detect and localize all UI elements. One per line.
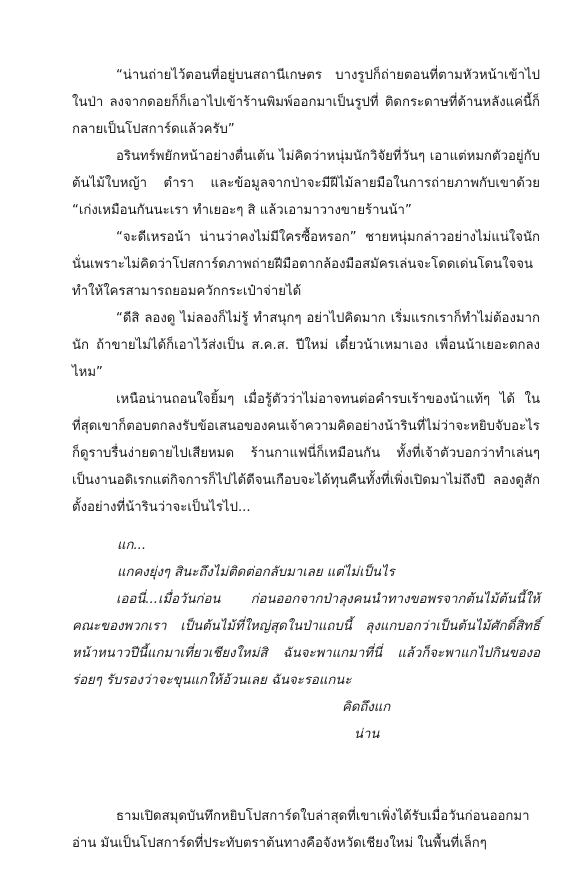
letter-body: เออนี่...เมื่อวันก่อน ก่อนออกจากป่าลุงคนนำทางขอพรจากต้นไม้ต้นนี้ให้คณะของพวกเรา เป็นต้นไม้ที่ใหญ่สุดในป่าแถบนี้ ลุงแกบอกว่าเป็นต้นไม้ศักดิ์สิทธิ์ หน้าหนาวปีนี้แกมาเที่ยวเชียงใหม่สิ ฉันจะพาแกมาที่นี่ แล้วก็จะพาแกไปกินของอร่อยๆ รับรองว่าจะขุนแกให้อ้วนเลย ฉันจะรอแกนะ (72, 592, 540, 688)
letter-closing: คิดถึงแก (342, 700, 391, 715)
letter-line-1: แกคงยุ่งๆ สินะถึงไม่ติดต่อกลับมาเลย แต่ไม่เป็นไร (117, 565, 395, 580)
paragraph-1: “น่านถ่ายไว้ตอนที่อยู่บนสถานีเกษตร บางรูปก็ถ่ายตอนที่ตามหัวหน้าเข้าไปในป่า ลงจากดอยก็ก็เอาไปเข้าร้านพิมพ์ออกมาเป็นรูปที่ ติดกระดาษที่ด้านหลังแค่นี้ก็กลายเป็นโปสการ์ดแล้วครับ” (72, 68, 540, 137)
letter-signature: น่าน (354, 727, 380, 742)
paragraph-3: “จะดีเหรอน้า น่านว่าคงไม่มีใครซื้อหรอก” ชายหนุ่มกล่าวอย่างไม่แน่ใจนัก นั่นเพราะไม่คิดว่าโปสการ์ดภาพถ่ายฝีมือตากล้องมือสมัครเล่นจะโดดเด่นโดนใจจนทำให้ใครสามารถยอมควักกระเป๋าจ่ายได้ (72, 230, 540, 299)
paragraph-5: เหนือน่านถอนใจยิ้มๆ เมื่อรู้ตัวว่าไม่อาจทนต่อคำรบเร้าของน้าแท้ๆ ได้ ในที่สุดเขาก็ตอบตกลงรับข้อเสนอของคนเจ้าความคิดอย่างน้ารินที่ไม่ว่าจะหยิบจับอะไรก็ดูราบรื่นง่ายดายไปเสียหมด ร้านกาแฟนี่ก็เหมือนกัน ทั้งที่เจ้าตัวบอกว่าทำเล่นๆ เป็นงานอดิเรกแต่กิจการก็ไปได้ดีจนเกือบจะได้ทุนคืนทั้งที่เพิ่งเปิดมาไม่ถึงปี ลองดูสักตั้งอย่างที่น้ารินว่าจะเป็นไรไป... (72, 392, 540, 515)
paragraph-final: ธามเปิดสมุดบันทึกหยิบโปสการ์ดใบล่าสุดที่เขาเพิ่งได้รับเมื่อวันก่อนออกมาอ่าน มันเป็นโปสการ์ดที่ประทับตราต้นทางคือจังหวัดเชียงใหม่ ในพื้นที่เล็กๆ (72, 809, 530, 851)
paragraph-2: อรินทร์พยักหน้าอย่างตื่นเต้น ไม่คิดว่าหนุ่มนักวิจัยที่วันๆ เอาแต่หมกตัวอยู่กับต้นไม้ใบหญ้า ตำรา และข้อมูลจากป่าจะมีฝีไม้ลายมือในการถ่ายภาพกับเขาด้วย “เก่งเหมือนกันนะเรา ทำเยอะๆ สิ แล้วเอามาวางขายร้านน้า” (72, 149, 540, 218)
letter-greeting: แก... (117, 538, 147, 553)
paragraph-4: “ดีสิ ลองดู ไม่ลองก็ไม่รู้ ทำสนุกๆ อย่าไปคิดมาก เริ่มแรกเราก็ทำไม่ต้องมากนัก ถ้าขายไม่ได้ก็เอาไว้ส่งเป็น ส.ค.ส. ปีใหม่ เดี๋ยวน้าเหมาเอง เพื่อนน้าเยอะตกลงไหม” (72, 311, 540, 380)
